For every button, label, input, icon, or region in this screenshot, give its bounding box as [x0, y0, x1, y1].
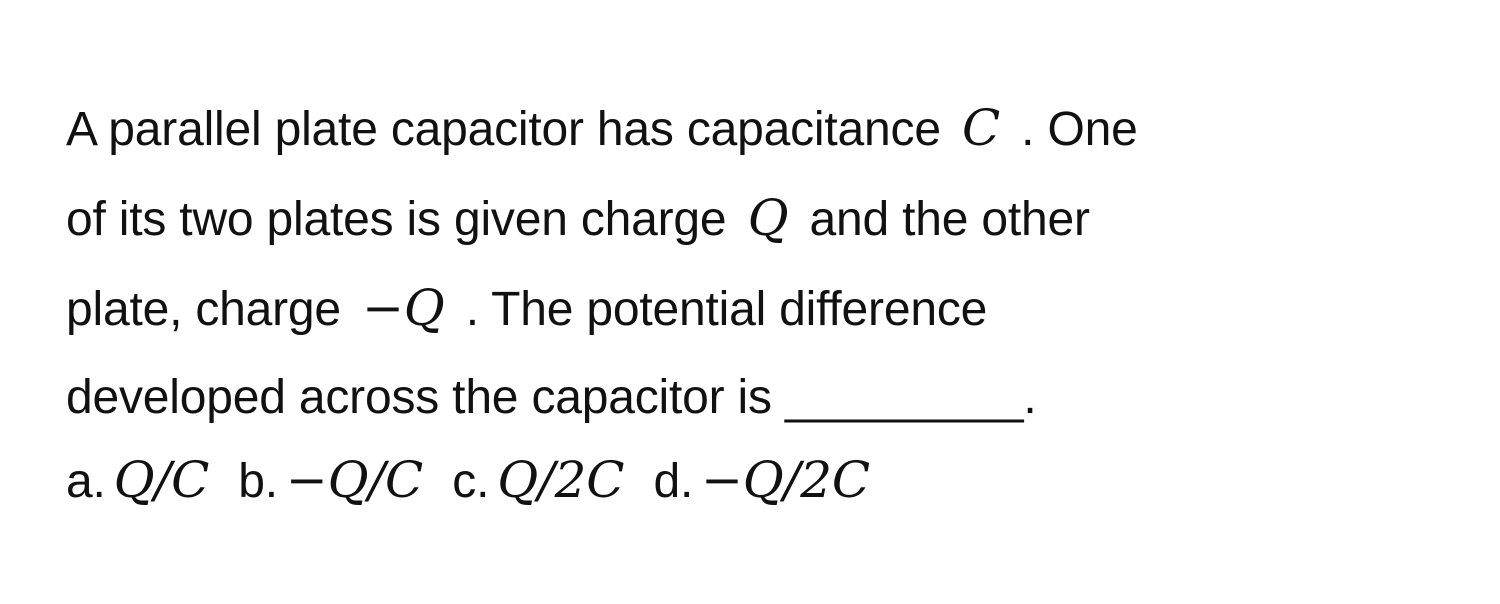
- question-line-2: [66, 174, 1446, 264]
- option-math: Q/2C: [497, 451, 625, 509]
- question-line-1: [66, 84, 1446, 174]
- option-c: [452, 451, 639, 509]
- option-math: Q/C: [113, 451, 210, 509]
- answer-options: [66, 436, 1446, 526]
- question-block: [66, 84, 1446, 526]
- option-math: −Q/C: [285, 451, 424, 509]
- option-label: d.: [653, 455, 694, 508]
- question-text: developed across the capacitor is _________.: [66, 371, 1037, 424]
- question-text: . The potential difference: [465, 283, 988, 336]
- math-capacitance-symbol: C: [961, 99, 1001, 157]
- option-a: [66, 451, 224, 509]
- question-text: A parallel plate capacitor has capacitance: [66, 103, 941, 156]
- option-label: a.: [66, 455, 106, 508]
- option-label: c.: [452, 455, 490, 508]
- option-label: b.: [238, 455, 278, 508]
- question-line-3: [66, 264, 1446, 354]
- question-line-4: [66, 354, 1446, 442]
- option-math: −Q/2C: [701, 451, 870, 509]
- question-text: and the other: [809, 193, 1090, 246]
- math-negative-charge-symbol: −Q: [362, 279, 445, 337]
- question-text: of its two plates is given charge: [66, 193, 727, 246]
- question-text: . One: [1021, 103, 1138, 156]
- question-text: plate, charge: [66, 283, 341, 336]
- option-d: [653, 451, 871, 509]
- option-b: [238, 451, 438, 509]
- math-charge-symbol: Q: [747, 189, 789, 247]
